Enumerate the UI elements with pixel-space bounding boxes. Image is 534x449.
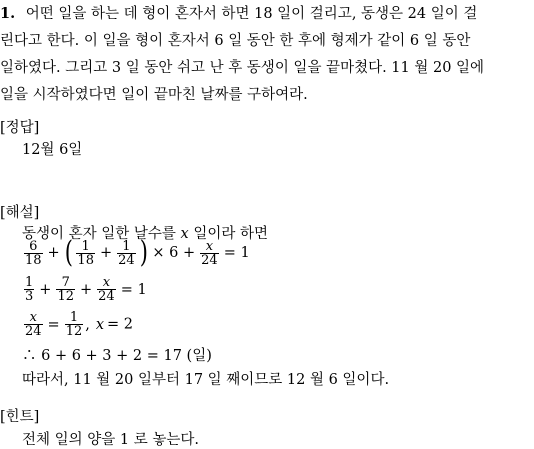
problem-line-4: 일을 시작하였다면 일이 끝마친 날짜를 구하여라. [0, 87, 308, 103]
hint-text: 전체 일의 양을 1 로 놓는다. [22, 432, 199, 448]
fraction: $\frac{1}{3}$ [25, 275, 34, 304]
problem-line-1 [0, 2, 477, 23]
problem-line-2: 린다고 한다. 이 일을 형이 혼자서 6 일 동안 한 후에 형제가 같이 6 일 동안 [0, 33, 471, 49]
right-paren: ) [139, 235, 148, 270]
answer-text: 12월 6일 [22, 142, 83, 158]
equation-2: $\frac{1}{3}$ + $\frac{7}{12}$ + $\frac{x}{24}$ = 1 [25, 275, 147, 304]
fraction: $\frac{1}{18}$ [77, 238, 94, 268]
intro-text-a: 동생이 혼자 일한 날수를 [22, 226, 176, 242]
fraction: $\frac{1}{24}$ [118, 238, 135, 268]
fraction: $\frac{1}{12}$ [65, 310, 83, 339]
answer-header: [정답] [0, 120, 40, 136]
fraction: $\frac{6}{18}$ [25, 238, 42, 268]
equation-3: $\frac{x}{24}$ = $\frac{1}{12}$ , x = 2 [25, 310, 134, 339]
solution-conclusion: 따라서, 11 월 20 일부터 17 일 째이므로 12 월 6 일이다. [22, 372, 390, 388]
equation-1: $\frac{6}{18}$ + ( $\frac{1}{18}$ + $\frac{1}{24}$ ) × 6 + $\frac{x}{24}$ = 1 [25, 235, 250, 270]
problem-text-1: 어떤 일을 하는 데 형이 혼자서 하면 18 일이 걸리고, 동생은 24 일이 걸 [25, 6, 478, 22]
fraction: $\frac{x}{24}$ [25, 310, 42, 339]
problem-line-3: 일하였다. 그리고 3 일 동안 쉬고 난 후 동생이 일을 끝마쳤다. 11 월 20 일에 [0, 60, 485, 76]
left-paren: ( [64, 235, 73, 270]
problem-number: 1. [0, 5, 16, 22]
fraction: $\frac{x}{24}$ [201, 238, 218, 268]
fraction: $\frac{x}{24}$ [98, 275, 115, 304]
equation-4: ∴ 6 + 6 + 3 + 2 = 17 (일) [22, 348, 212, 364]
solution-header: [해설] [0, 205, 40, 221]
hint-header: [힌트] [0, 409, 40, 425]
intro-text-b: 일이라 하면 [193, 226, 268, 242]
intro-var: x [180, 226, 189, 242]
fraction: $\frac{7}{12}$ [57, 275, 74, 304]
